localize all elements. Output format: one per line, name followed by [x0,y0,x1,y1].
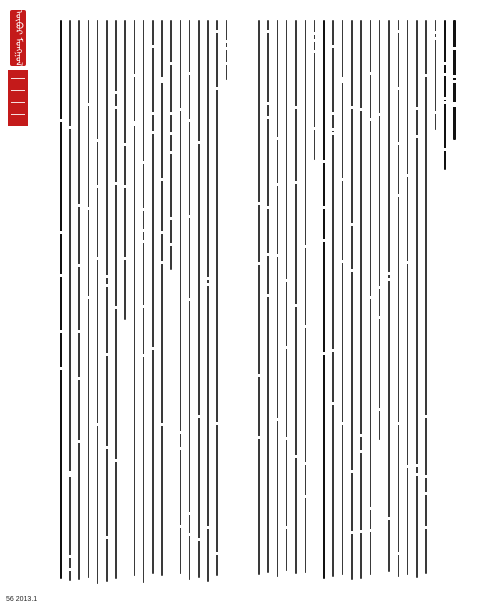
word-gap [225,40,229,43]
journal-subtitle-bar [8,70,28,126]
word-gap [59,119,63,122]
word-gap [169,62,173,65]
text-line [97,20,99,584]
text-line [398,20,400,577]
word-gap [188,215,192,218]
word-gap [206,526,210,529]
text-line [134,20,136,576]
word-gap [415,107,419,110]
word-gap [266,102,270,105]
word-gap [443,148,447,151]
word-gap [294,106,298,109]
word-gap [285,526,289,529]
word-gap [160,261,164,264]
heading-line [323,20,325,579]
word-gap [142,240,146,243]
word-gap [188,72,192,75]
word-gap [77,264,81,267]
text-line [332,20,334,577]
word-gap [331,349,335,352]
word-gap [415,464,419,467]
text-line [124,20,126,320]
word-gap [123,185,127,188]
text-line [388,20,390,572]
word-gap [397,142,401,145]
word-gap [266,206,270,209]
word-gap [105,275,109,278]
word-gap [87,207,91,210]
word-gap [322,352,326,355]
text-line [180,20,182,574]
word-gap [434,111,438,114]
word-gap [331,402,335,405]
word-gap [114,91,118,94]
text-line [407,20,409,575]
word-gap [257,202,261,205]
word-gap [215,552,219,555]
word-gap [424,492,428,495]
word-gap [443,97,447,100]
word-gap [160,231,164,234]
text-line [143,20,145,583]
word-gap [68,126,72,129]
word-gap [313,127,317,130]
journal-title-badge: ᠦᠪᠦᠷ ᠮᠣᠩᠭᠣᠯ [13,9,23,67]
text-line [216,20,218,576]
word-gap [87,296,91,299]
article-left-text [58,20,238,590]
word-gap [197,415,201,418]
word-gap [424,475,428,478]
word-gap [179,431,183,434]
word-gap [96,139,100,142]
word-gap [68,555,72,558]
word-gap [188,298,192,301]
word-gap [133,121,137,124]
word-gap [206,283,210,286]
word-gap [304,325,308,328]
word-gap [59,231,63,234]
word-gap [59,367,63,370]
word-gap [142,305,146,308]
text-line [69,20,71,581]
word-gap [452,47,456,50]
word-gap [276,254,280,257]
word-gap [313,39,317,42]
word-gap [322,160,326,163]
word-gap [331,112,335,115]
word-gap [77,377,81,380]
word-gap [406,261,410,264]
text-line [305,20,307,573]
word-gap [397,30,401,33]
text-line [360,20,362,579]
word-gap [151,131,155,134]
word-gap [206,277,210,280]
word-gap [225,62,229,65]
word-gap [424,526,428,529]
word-gap [151,112,155,115]
text-line [198,20,200,578]
word-gap [77,330,81,333]
word-gap [397,194,401,197]
word-gap [294,455,298,458]
word-gap [276,137,280,140]
word-gap [160,80,164,83]
word-gap [68,474,72,477]
word-gap [59,274,63,277]
word-gap [341,422,345,425]
word-gap [285,346,289,349]
word-gap [215,422,219,425]
word-gap [452,80,456,83]
word-gap [257,436,261,439]
word-gap [77,204,81,207]
word-gap [387,278,391,281]
word-gap [96,257,100,260]
word-gap [160,423,164,426]
word-gap [350,269,354,272]
word-gap [313,32,317,35]
word-gap [276,418,280,421]
word-gap [77,440,81,443]
text-line [416,20,418,578]
word-gap [59,330,63,333]
issue-label: 2013.1 [15,596,38,603]
word-gap [350,531,354,534]
word-gap [378,286,382,289]
word-gap [257,374,261,377]
word-gap [406,174,410,177]
word-gap [68,471,72,474]
text-line [161,20,163,576]
word-gap [331,132,335,135]
word-gap [424,415,428,418]
word-gap [369,296,373,299]
word-gap [276,183,280,186]
word-gap [313,50,317,53]
word-gap [215,30,219,33]
word-gap [96,423,100,426]
page-number [6,596,37,603]
page-number-value: 56 [6,596,14,603]
word-gap [397,422,401,425]
word-gap [114,459,118,462]
word-gap [142,208,146,211]
word-gap [105,284,109,287]
word-gap [266,116,270,119]
word-gap [359,450,363,453]
word-gap [151,45,155,48]
word-gap [378,113,382,116]
word-gap [105,353,109,356]
word-gap [397,552,401,555]
word-gap [188,533,192,536]
word-gap [151,347,155,350]
word-gap [294,304,298,307]
word-gap [266,30,270,33]
word-gap [215,87,219,90]
text-line [170,20,172,270]
word-gap [266,294,270,297]
word-gap [443,101,447,104]
journal-header [6,6,30,126]
word-gap [304,245,308,248]
word-gap [452,75,456,78]
article-right-text [256,20,466,590]
word-gap [387,517,391,520]
word-gap [169,217,173,220]
word-gap [188,512,192,515]
word-gap [397,87,401,90]
word-gap [160,178,164,181]
word-gap [266,253,270,256]
word-gap [285,437,289,440]
text-line [78,20,80,580]
word-gap [369,118,373,121]
word-gap [105,446,109,449]
word-gap [378,408,382,411]
journal-logo-badge [10,10,26,66]
word-gap [169,132,173,135]
word-gap [443,73,447,76]
word-gap [285,279,289,282]
text-line [207,20,209,582]
word-gap [225,47,229,50]
word-gap [123,257,127,260]
word-gap [188,119,192,122]
word-gap [350,223,354,226]
word-gap [197,141,201,144]
word-gap [105,536,109,539]
text-line [106,20,108,582]
word-gap [96,185,100,188]
word-gap [415,473,419,476]
word-gap [114,106,118,109]
word-gap [294,181,298,184]
word-gap [359,108,363,111]
word-gap [369,72,373,75]
text-line [152,20,154,574]
word-gap [322,206,326,209]
word-gap [331,45,335,48]
word-gap [424,74,428,77]
word-gap [142,229,146,232]
word-gap [133,74,137,77]
word-gap [415,135,419,138]
word-gap [434,37,438,40]
word-gap [359,530,363,533]
word-gap [434,31,438,34]
word-gap [142,354,146,357]
word-gap [304,462,308,465]
word-gap [304,495,308,498]
word-gap [341,260,345,263]
word-gap [406,465,410,468]
word-gap [359,434,363,437]
word-gap [369,529,373,532]
word-gap [341,80,345,83]
heading-line [60,20,62,579]
text-line [379,20,381,440]
word-gap [369,507,373,510]
word-gap [322,239,326,242]
word-gap [114,306,118,309]
word-gap [443,62,447,65]
word-gap [452,104,456,107]
text-line [286,20,288,571]
word-gap [169,151,173,154]
word-gap [341,178,345,181]
text-line [115,20,117,579]
word-gap [197,538,201,541]
word-gap [142,161,146,164]
word-gap [179,447,183,450]
word-gap [114,182,118,185]
word-gap [350,106,354,109]
word-gap [87,103,91,106]
word-gap [68,568,72,571]
word-gap [331,128,335,131]
word-gap [123,143,127,146]
word-gap [387,272,391,275]
text-line [351,20,353,580]
text-line [425,20,427,574]
word-gap [169,243,173,246]
text-line [342,20,344,575]
word-gap [378,316,382,319]
word-gap [257,262,261,265]
text-line [295,20,297,574]
word-gap [179,108,183,111]
word-gap [169,112,173,115]
text-line [226,20,228,80]
text-line [258,20,260,575]
word-gap [179,525,183,528]
word-gap [350,470,354,473]
text-line [277,20,279,577]
